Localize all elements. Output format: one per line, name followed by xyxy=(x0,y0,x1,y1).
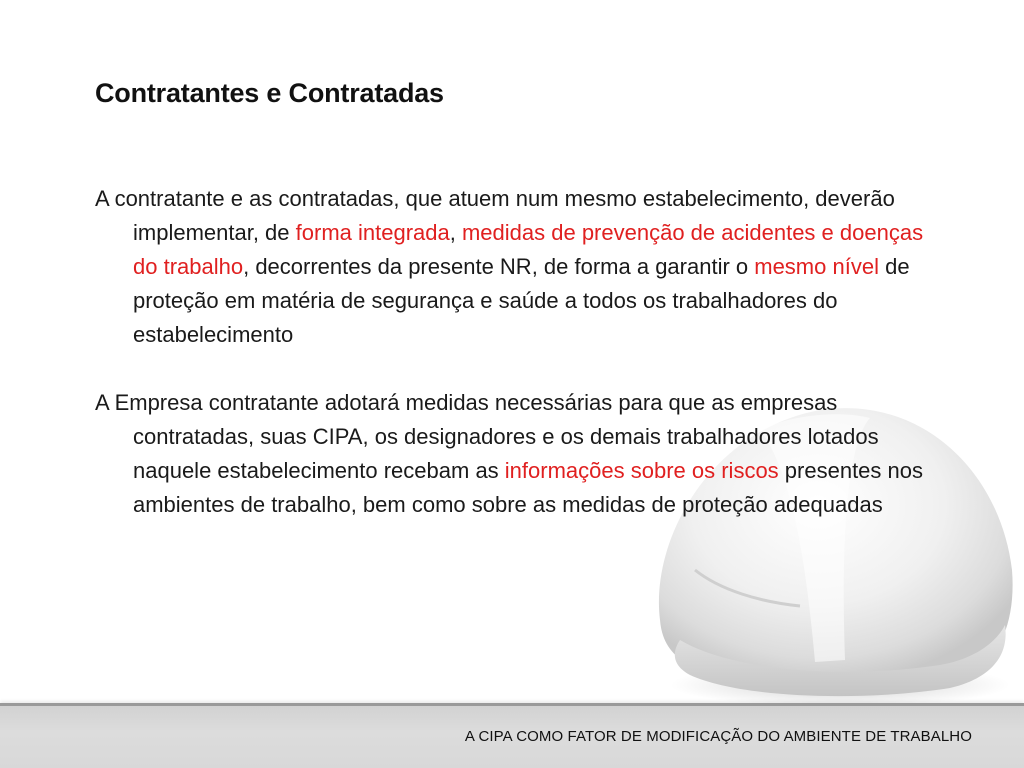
highlight-text: informações sobre os riscos xyxy=(504,458,779,483)
text: presentes nos ambientes de trabalho, bem como sobre as medidas de proteção adequadas xyxy=(133,458,923,517)
text: de proteção em matéria de segurança e saúde a todos os trabalhadores do estabelecimento xyxy=(133,254,910,347)
slide-title: Contratantes e Contratadas xyxy=(95,78,444,108)
footer-text: A CIPA COMO FATOR DE MODIFICAÇÃO DO AMBIENTE DE TRABALHO xyxy=(464,728,972,745)
text: , decorrentes da presente NR, de forma a garantir o xyxy=(243,254,755,279)
paragraph-empresa xyxy=(95,386,945,522)
highlight-text: mesmo nível xyxy=(754,254,879,279)
text: A contratante e as contratadas, que atuem num mesmo estabelecimento, deverão implementar, de xyxy=(95,186,895,245)
text: A Empresa contratante adotará medidas necessárias para que as empresas contratadas, suas CIPA, os designadores e os demais trabalhadores lotados naquele estabelecimento recebam as xyxy=(95,390,879,483)
slide-body xyxy=(95,182,945,522)
text: , xyxy=(449,220,462,245)
highlight-text: medidas de prevenção de acidentes e doenças do trabalho xyxy=(133,220,924,279)
footer-bar xyxy=(0,703,1024,768)
highlight-text: forma integrada xyxy=(295,220,450,245)
paragraph-contratantes xyxy=(95,182,945,352)
